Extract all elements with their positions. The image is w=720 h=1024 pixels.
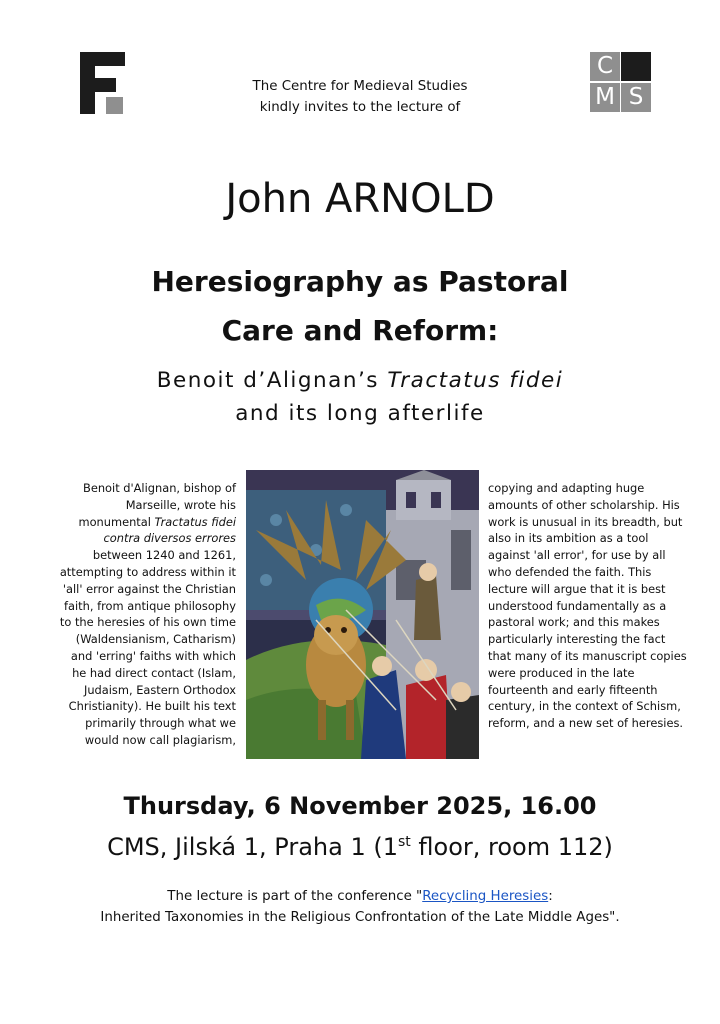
invite-line-2: kindly invites to the lecture of: [259, 100, 461, 115]
faculty-f-logo-icon: [80, 52, 125, 114]
subtitle-line-2: and its long afterlife: [235, 401, 485, 426]
event-date: Thursday, 6 November 2025, 16.00: [123, 792, 597, 820]
conference-note: [40, 886, 680, 928]
lecture-title: [0, 257, 720, 355]
cms-logo-letter-s: S: [621, 83, 651, 112]
invite-line-1: The Centre for Medieval Studies: [252, 79, 468, 94]
speaker-name: John ARNOLD: [225, 176, 495, 222]
abstract-left-column: [56, 480, 236, 749]
abstract-right-column: copying and adapting huge amounts of other scholarship. His work is unusual in its breadth, but also in its ambition as a tool against 'all error', for use by all who defended the faith. This lecture will argue that it is best understood fundamentally as a pastoral work; and this makes particularly interesting the fact that many of its manuscript copies were produced in the late fourteenth and early fifteenth century, in the context of Schism, reform, and a new set of heresies.: [488, 481, 687, 731]
note-line-1: [40, 886, 680, 907]
note-line-2: Inherited Taxonomies in the Religious Confrontation of the Late Middle Ages".: [100, 910, 620, 925]
abstract-left-rest: between 1240 and 1261, attempting to address within it 'all' error against the Christian faith, from antique philosophy to the heresies of his own time (Waldensianism, Catharism) and 'erring' faiths with which he had direct contact (Islam, Judaism, Eastern Orthodox Christianity). He built his text primarily through what we would now call plagiarism,: [59, 548, 236, 747]
event-venue: [0, 825, 720, 864]
cms-logo: [590, 52, 651, 112]
conference-link[interactable]: Recycling Heresies: [422, 889, 549, 904]
note-prefix: The lecture is part of the conference ": [167, 889, 423, 904]
cms-logo-letter-m: M: [590, 83, 620, 112]
abstract-left-intro: Benoit d'Alignan, bishop of Marseille, wrote his monumental: [78, 481, 236, 529]
venue-superscript: st: [398, 834, 411, 850]
cms-logo-letter-c: C: [590, 52, 620, 81]
medieval-manuscript-illumination-icon: [246, 470, 479, 759]
invitation-text: [180, 76, 540, 118]
cms-logo-dark-block: [621, 52, 651, 81]
title-line-1: Heresiography as Pastoral: [151, 265, 569, 298]
venue-prefix: CMS, Jilská 1, Praha 1 (1: [107, 833, 398, 861]
subtitle-prefix: Benoit d’Alignan’s: [156, 368, 388, 393]
lecture-subtitle: [0, 364, 720, 430]
subtitle-work-title: Tractatus fidei: [387, 368, 564, 393]
venue-suffix: floor, room 112): [410, 833, 613, 861]
subtitle-line-1: [0, 364, 720, 397]
abstract-left-work-title: Tractatus fidei contra diversos errores: [103, 514, 236, 546]
title-line-2: Care and Reform:: [221, 314, 499, 347]
note-link-suffix: :: [548, 889, 553, 904]
